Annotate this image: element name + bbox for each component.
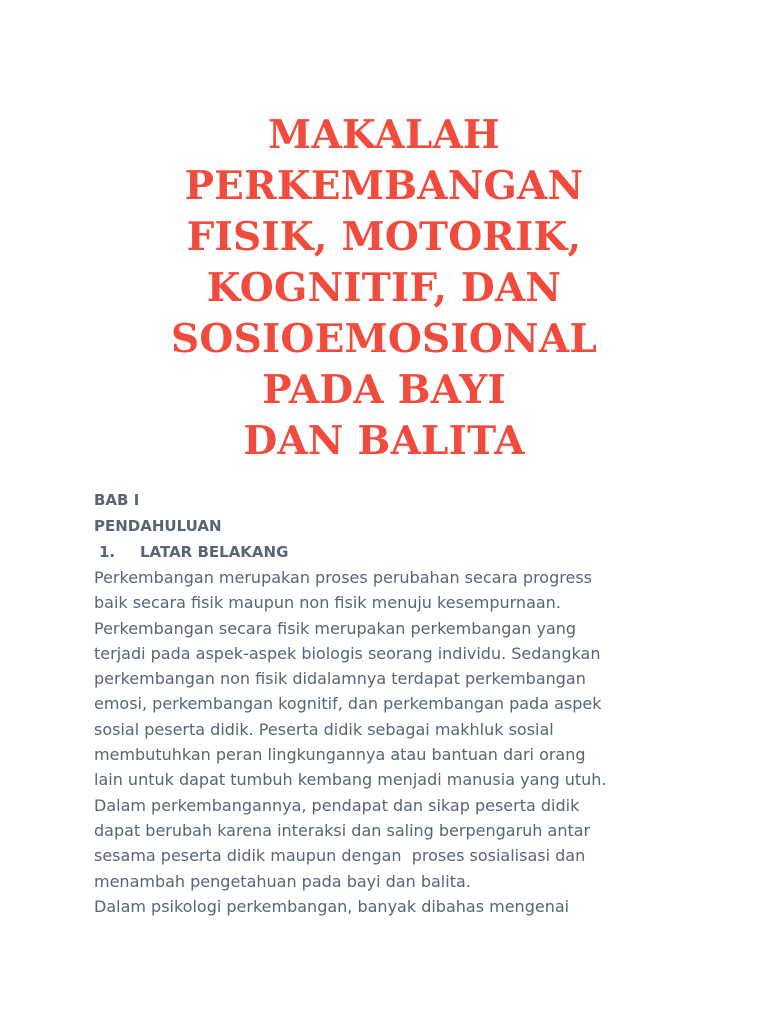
paragraph-line: menambah pengetahuan pada bayi dan balita. [94, 871, 471, 891]
document-title [0, 110, 768, 467]
title-line: DAN BALITA [243, 418, 525, 464]
paragraph-line: Dalam perkembangannya, pendapat dan sikap peserta didik [94, 795, 580, 815]
section-title: LATAR BELAKANG [140, 543, 289, 561]
paragraph-line: terjadi pada aspek-aspek biologis seorang individu. Sedangkan [94, 643, 601, 663]
title-line: MAKALAH [268, 112, 500, 158]
paragraph-line: Perkembangan secara fisik merupakan perkembangan yang [94, 618, 577, 638]
paragraph-line: sosial peserta didik. Peserta didik sebagai makhluk sosial [94, 719, 554, 739]
title-line: FISIK, MOTORIK, [186, 214, 582, 260]
paragraph-line: Dalam psikologi perkembangan, banyak dibahas mengenai [94, 896, 570, 916]
paragraph-line: emosi, perkembangan kognitif, dan perkembangan pada aspek [94, 694, 602, 714]
section-number: 1. [99, 543, 116, 561]
title-line: KOGNITIF, DAN [206, 265, 562, 311]
chapter-label: BAB I [94, 491, 140, 509]
document-body [94, 487, 734, 919]
paragraph-line: dapat berubah karena interaksi dan saling berpengaruh antar [94, 820, 591, 840]
section-heading [94, 539, 734, 565]
paragraph-line: Perkembangan merupakan proses perubahan secara progress [94, 568, 592, 587]
title-line: PERKEMBANGAN [184, 163, 584, 209]
paragraph-line: perkembangan non fisik didalamnya terdapat perkembangan [94, 669, 586, 689]
paragraph-line: sesama peserta didik maupun dengan proses sosialisasi dan [94, 846, 586, 866]
paragraph-line: lain untuk dapat tumbuh kembang menjadi manusia yang utuh. [94, 770, 607, 790]
paragraph-line: membutuhkan peran lingkungannya atau bantuan dari orang [94, 745, 586, 765]
paragraph-line: baik secara fisik maupun non fisik menuju kesempurnaan. [94, 593, 561, 613]
chapter-title: PENDAHULUAN [94, 517, 222, 535]
title-line: SOSIOEMOSIONAL [171, 316, 597, 362]
title-line: PADA BAYI [262, 367, 506, 413]
